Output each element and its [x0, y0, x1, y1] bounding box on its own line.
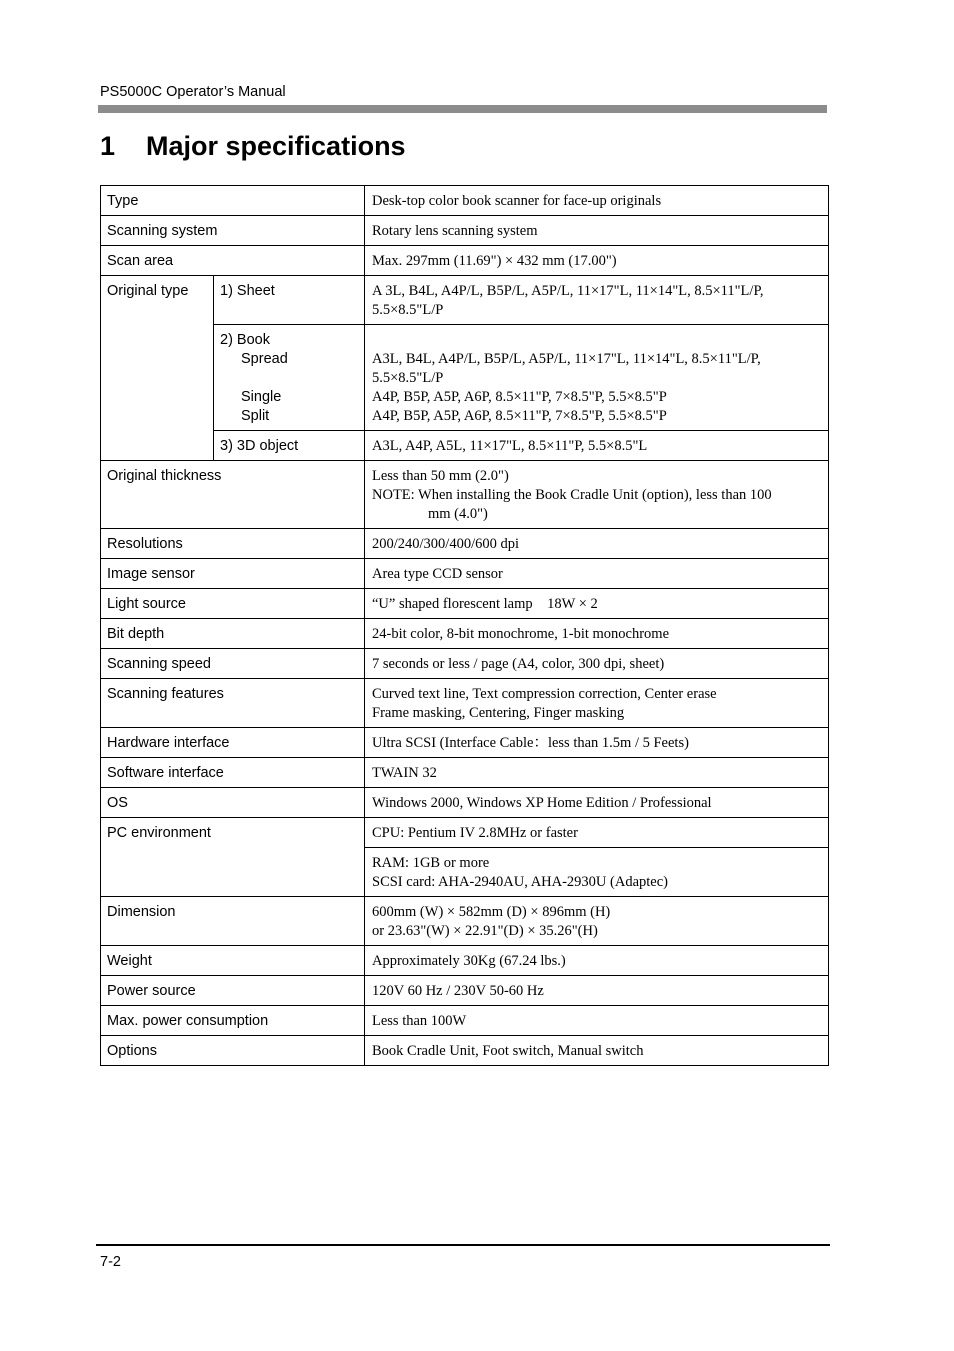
- spec-row-original-thickness: [101, 461, 829, 529]
- spec-row-scanning-system: [101, 216, 829, 246]
- spec-label: Scanning features: [101, 679, 365, 728]
- spec-label: Original type: [101, 276, 214, 461]
- page-heading: [100, 131, 406, 162]
- spec-value-thickness: [365, 461, 829, 529]
- spec-label: Resolutions: [101, 529, 365, 559]
- spec-value-memory: [365, 848, 829, 897]
- dimension-line: 600mm (W) × 582mm (D) × 896mm (H): [372, 904, 611, 920]
- spec-label: Bit depth: [101, 619, 365, 649]
- spec-value: Ultra SCSI (Interface Cable：less than 1.5m / 5 Feets): [365, 728, 829, 758]
- thickness-line: Less than 50 mm (2.0"): [372, 468, 509, 484]
- page-number: 7-2: [100, 1254, 121, 1270]
- spec-row-scanning-features: [101, 679, 829, 728]
- spacer: [220, 369, 358, 388]
- features-line: Curved text line, Text compression correction, Center erase: [372, 686, 717, 702]
- spec-value: “U” shaped florescent lamp 18W × 2: [365, 589, 829, 619]
- spec-label: Max. power consumption: [101, 1006, 365, 1036]
- spec-label: Scan area: [101, 246, 365, 276]
- heading-number: 1: [100, 131, 116, 161]
- spec-value: Less than 100W: [365, 1006, 829, 1036]
- spec-value: A 3L, B4L, A4P/L, B5P/L, A5P/L, 11×17"L, 11×14"L, 8.5×11"L/P, 5.5×8.5"L/P: [365, 276, 829, 325]
- heading-text: Major specifications: [146, 131, 406, 161]
- spec-label: Scanning system: [101, 216, 365, 246]
- spec-label: PC environment: [101, 818, 365, 897]
- spread-value: A3L, B4L, A4P/L, B5P/L, A5P/L, 11×17"L, 11×14"L, 8.5×11"L/P, 5.5×8.5"L/P: [372, 351, 761, 386]
- single-label: Single: [241, 389, 282, 405]
- spec-label: Power source: [101, 976, 365, 1006]
- spec-value: Book Cradle Unit, Foot switch, Manual switch: [365, 1036, 829, 1066]
- spec-label: Options: [101, 1036, 365, 1066]
- spec-label: Dimension: [101, 897, 365, 946]
- single-value: A4P, B5P, A5P, A6P, 8.5×11"P, 7×8.5"P, 5.5×8.5"P: [372, 389, 667, 405]
- spec-label: Software interface: [101, 758, 365, 788]
- spec-row-software-interface: [101, 758, 829, 788]
- thickness-note: NOTE: When installing the Book Cradle Unit (option), less than 100: [372, 487, 772, 503]
- spec-value-features: [365, 679, 829, 728]
- dimension-line: or 23.63"(W) × 22.91"(D) × 35.26"(H): [372, 923, 598, 939]
- spec-value: Rotary lens scanning system: [365, 216, 829, 246]
- spacer: [372, 331, 822, 350]
- spec-sublabel: 1) Sheet: [214, 276, 365, 325]
- spec-row-original-type-sheet: [101, 276, 829, 325]
- ram-line: RAM: 1GB or more: [372, 855, 490, 871]
- spec-row-power-source: [101, 976, 829, 1006]
- spec-value: A3L, A4P, A5L, 11×17"L, 8.5×11"P, 5.5×8.5"L: [365, 431, 829, 461]
- spread-label: Spread: [241, 351, 288, 367]
- spec-row-resolutions: [101, 529, 829, 559]
- spec-label: Type: [101, 186, 365, 216]
- spec-value: CPU: Pentium IV 2.8MHz or faster: [365, 818, 829, 848]
- spec-row-pc-environment-cpu: [101, 818, 829, 848]
- spec-row-type: [101, 186, 829, 216]
- split-label: Split: [241, 408, 270, 424]
- spec-row-light-source: [101, 589, 829, 619]
- spec-label: Light source: [101, 589, 365, 619]
- spec-row-bit-depth: [101, 619, 829, 649]
- spec-table: [100, 185, 829, 1066]
- spec-row-hardware-interface: [101, 728, 829, 758]
- spec-value: 24-bit color, 8-bit monochrome, 1-bit monochrome: [365, 619, 829, 649]
- spec-value: 120V 60 Hz / 230V 50-60 Hz: [365, 976, 829, 1006]
- features-line: Frame masking, Centering, Finger masking: [372, 705, 625, 721]
- spec-value: Desk-top color book scanner for face-up originals: [365, 186, 829, 216]
- spec-value: Approximately 30Kg (67.24 lbs.): [365, 946, 829, 976]
- spec-value: 7 seconds or less / page (A4, color, 300 dpi, sheet): [365, 649, 829, 679]
- spec-row-dimension: [101, 897, 829, 946]
- thickness-note-continued: mm (4.0"): [428, 506, 488, 522]
- spec-row-scanning-speed: [101, 649, 829, 679]
- spec-row-image-sensor: [101, 559, 829, 589]
- spec-label: Scanning speed: [101, 649, 365, 679]
- header-bar: [98, 105, 827, 113]
- spec-row-max-power: [101, 1006, 829, 1036]
- scsi-line: SCSI card: AHA-2940AU, AHA-2930U (Adaptec): [372, 874, 668, 890]
- spec-value: Max. 297mm (11.69") × 432 mm (17.00"): [365, 246, 829, 276]
- spec-value-dimension: [365, 897, 829, 946]
- split-value: A4P, B5P, A5P, A6P, 8.5×11"P, 7×8.5"P, 5.5×8.5"P: [372, 408, 667, 424]
- spec-row-scan-area: [101, 246, 829, 276]
- spec-value: 200/240/300/400/600 dpi: [365, 529, 829, 559]
- spec-row-os: [101, 788, 829, 818]
- spec-value: Windows 2000, Windows XP Home Edition / Professional: [365, 788, 829, 818]
- spec-label: Image sensor: [101, 559, 365, 589]
- spec-row-options: [101, 1036, 829, 1066]
- spec-row-weight: [101, 946, 829, 976]
- spec-value-book: [365, 325, 829, 431]
- spec-label: Weight: [101, 946, 365, 976]
- spec-value: TWAIN 32: [365, 758, 829, 788]
- header-title: PS5000C Operator’s Manual: [100, 84, 286, 100]
- spec-value: Area type CCD sensor: [365, 559, 829, 589]
- spec-sublabel-book: [214, 325, 365, 431]
- spec-label: Original thickness: [101, 461, 365, 529]
- book-label: 2) Book: [220, 332, 270, 348]
- spec-sublabel: 3) 3D object: [214, 431, 365, 461]
- spec-label: Hardware interface: [101, 728, 365, 758]
- footer-rule: [96, 1244, 830, 1246]
- spec-label: OS: [101, 788, 365, 818]
